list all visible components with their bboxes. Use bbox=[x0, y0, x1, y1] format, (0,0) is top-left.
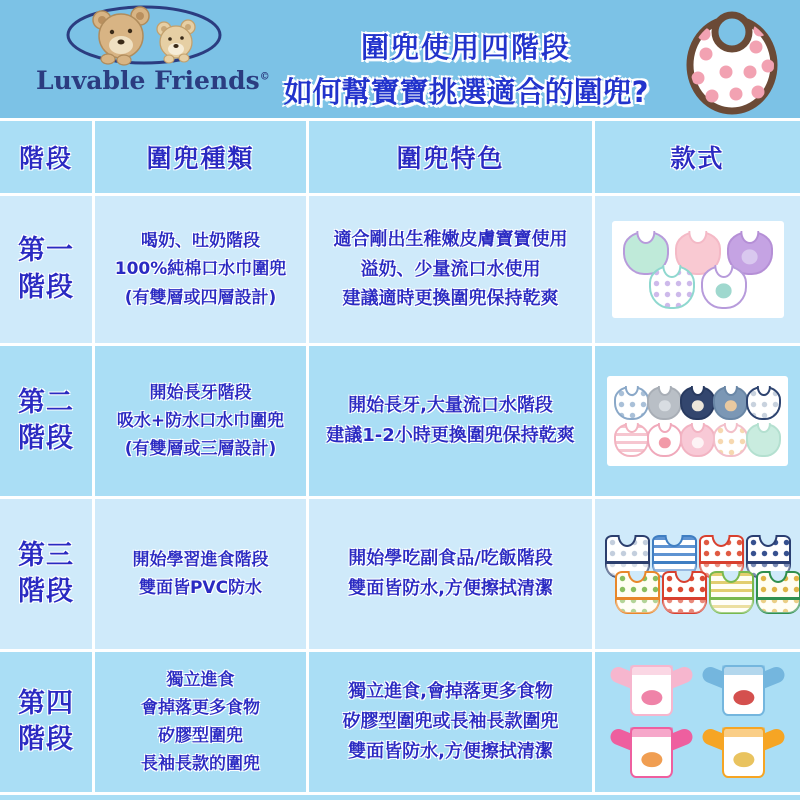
stage-1-features bbox=[309, 196, 592, 343]
stage-1-styles bbox=[595, 196, 800, 343]
type-line: 雙面皆PVC防水 bbox=[138, 578, 263, 598]
bib-graphic bbox=[614, 423, 649, 457]
brand-logo bbox=[36, 2, 270, 118]
style-photo-stage-2 bbox=[607, 376, 788, 466]
bib-graphic bbox=[680, 423, 715, 457]
type-line: 喝奶、吐奶階段 bbox=[141, 231, 260, 252]
bib-graphic bbox=[614, 386, 649, 420]
bib-graphic bbox=[713, 386, 748, 420]
bib-graphic bbox=[647, 423, 682, 457]
bib-graphic bbox=[701, 265, 747, 309]
type-line: 開始長牙階段 bbox=[149, 382, 252, 403]
bib-graphic bbox=[746, 386, 781, 420]
feature-line: 建議1-2小時更換圍兜保持乾爽 bbox=[326, 425, 575, 446]
feature-line: 溢奶、少量流口水使用 bbox=[360, 258, 541, 280]
stage-4-styles bbox=[595, 652, 800, 792]
page-title bbox=[248, 26, 684, 111]
brand-trademark: © bbox=[259, 71, 270, 83]
brand-name: Luvable Friends© bbox=[36, 66, 270, 95]
feature-line: 開始長牙,大量流口水階段 bbox=[348, 395, 553, 417]
type-line: (有雙層或四層設計) bbox=[124, 287, 277, 308]
feature-line: 雙面皆防水,方便擦拭清潔 bbox=[348, 578, 553, 599]
stage-2-type bbox=[95, 346, 306, 496]
title-line-1: 圍兜使用四階段 bbox=[360, 31, 571, 64]
column-header-type: 圍兜種類 bbox=[95, 121, 306, 193]
bib-photo-row bbox=[615, 423, 780, 457]
pocket-bib-graphic bbox=[615, 571, 660, 614]
style-photo-stage-3 bbox=[594, 535, 800, 614]
stage-3-styles bbox=[595, 499, 800, 649]
column-header-stage: 階段 bbox=[0, 121, 92, 193]
type-line: 獨立進食 bbox=[166, 669, 235, 690]
bib-graphic bbox=[649, 265, 695, 309]
type-line: 100%純棉口水巾圍兜 bbox=[114, 259, 287, 280]
stage-4-type bbox=[95, 652, 306, 792]
type-line: 矽膠型圍兜 bbox=[158, 726, 243, 746]
bib-photo-row bbox=[606, 660, 790, 722]
stages-table bbox=[0, 118, 800, 795]
bib-graphic bbox=[680, 386, 715, 420]
type-line: 會掉落更多食物 bbox=[141, 697, 260, 718]
style-photo-stage-1 bbox=[612, 221, 784, 318]
stage-4-label: 第四 階段 bbox=[0, 652, 92, 792]
type-line: 長袖長款的圍兜 bbox=[141, 754, 260, 775]
bib-graphic bbox=[713, 423, 748, 457]
smock-bib-graphic bbox=[614, 725, 690, 781]
bib-photo-row bbox=[620, 231, 776, 275]
teddy-bears-logo-icon bbox=[36, 2, 256, 68]
smock-bib-graphic bbox=[614, 663, 690, 719]
pocket-bib-graphic bbox=[756, 571, 800, 614]
stage-4-features bbox=[309, 652, 592, 792]
column-header-features: 圍兜特色 bbox=[309, 121, 592, 193]
feature-line: 建議適時更換圍兜保持乾爽 bbox=[342, 288, 559, 310]
feature-line: 矽膠型圍兜或長袖長款圍兜 bbox=[342, 711, 559, 733]
stage-2-features bbox=[309, 346, 592, 496]
stage-2-styles bbox=[595, 346, 800, 496]
bib-photo-row bbox=[606, 722, 790, 784]
header-banner bbox=[0, 0, 800, 118]
stage-3-label: 第三 階段 bbox=[0, 499, 92, 649]
bib-graphic bbox=[746, 423, 781, 457]
stage-1-type bbox=[95, 196, 306, 343]
title-line-2: 如何幫寶寶挑選適合的圍兜? bbox=[283, 75, 649, 109]
bib-photo-row bbox=[615, 386, 780, 420]
polka-dot-bib-icon bbox=[676, 2, 788, 116]
feature-line: 適合剛出生稚嫩皮膚寶寶使用 bbox=[333, 228, 568, 250]
pocket-bib-graphic bbox=[709, 571, 754, 614]
bib-graphic bbox=[647, 386, 682, 420]
feature-line: 獨立進食,會掉落更多食物 bbox=[348, 681, 553, 703]
smock-bib-graphic bbox=[706, 663, 782, 719]
smock-bib-graphic bbox=[706, 725, 782, 781]
style-photo-stage-4 bbox=[606, 660, 790, 784]
stage-1-label: 第一 階段 bbox=[0, 196, 92, 343]
stage-3-features bbox=[309, 499, 592, 649]
type-line: 開始學習進食階段 bbox=[132, 549, 269, 570]
column-header-styles: 款式 bbox=[595, 121, 800, 193]
type-line: 吸水+防水口水巾圍兜 bbox=[116, 410, 285, 431]
type-line: (有雙層或三層設計) bbox=[124, 439, 277, 460]
feature-line: 開始學吃副食品/吃飯階段 bbox=[348, 548, 553, 570]
stage-3-type bbox=[95, 499, 306, 649]
pocket-bib-graphic bbox=[662, 571, 707, 614]
stage-2-label: 第二 階段 bbox=[0, 346, 92, 496]
bottom-strip bbox=[0, 795, 800, 800]
feature-line: 雙面皆防水,方便擦拭清潔 bbox=[348, 740, 553, 762]
